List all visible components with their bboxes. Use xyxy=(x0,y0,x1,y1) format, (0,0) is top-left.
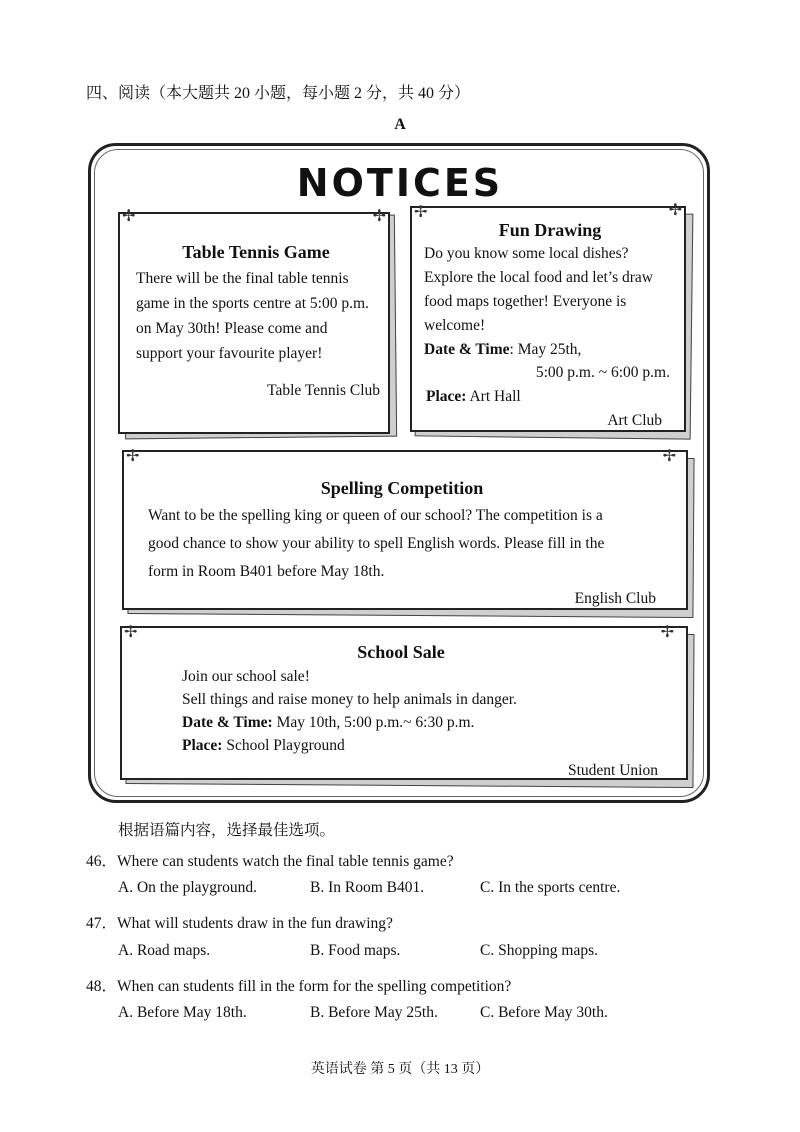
option-c: C. Before May 30th. xyxy=(480,1004,608,1021)
date-time-line xyxy=(424,341,581,359)
note-line: good chance to show your ability to spell English words. Please fill in the xyxy=(148,535,605,552)
note-line: welcome! xyxy=(424,317,486,334)
option-a: A. Before May 18th. xyxy=(118,1004,247,1021)
option-a: A. On the playground. xyxy=(118,879,258,896)
instructions: 根据语篇内容，选择最佳选项。 xyxy=(118,822,336,839)
spelling-note xyxy=(122,450,688,610)
pin-icon: ✢ xyxy=(126,448,140,465)
question-number: 48． xyxy=(86,978,118,995)
note-line: support your favourite player! xyxy=(136,345,323,362)
note-signature: Table Tennis Club xyxy=(267,382,380,399)
note-line: food maps together! Everyone is xyxy=(424,293,627,310)
note-line: form in Room B401 before May 18th. xyxy=(148,563,385,580)
pin-icon: ✢ xyxy=(660,624,674,641)
note-line: game in the sports centre at 5:00 p.m. xyxy=(136,295,369,312)
question-46 xyxy=(86,849,454,871)
note-line: There will be the final table tennis xyxy=(136,270,349,287)
table-tennis-note xyxy=(118,208,390,434)
section-heading: 四、阅读（本大题共 20 小题，每小题 2 分，共 40 分） xyxy=(86,85,471,102)
notices-title: NOTICES xyxy=(296,161,504,205)
place-value: Art Hall xyxy=(466,388,521,405)
question-47 xyxy=(86,911,393,933)
question-48 xyxy=(86,974,511,996)
option-a: A. Road maps. xyxy=(118,942,211,959)
date-value: May 10th, 5:00 p.m.~ 6:30 p.m. xyxy=(272,714,475,731)
place-line xyxy=(182,737,345,755)
part-label: A xyxy=(394,116,406,133)
place-label: Place: xyxy=(426,388,467,405)
place-label: Place: xyxy=(182,737,223,754)
note-signature: English Club xyxy=(574,590,656,607)
time-line: 5:00 p.m. ~ 6:00 p.m. xyxy=(535,364,670,381)
date-value: : May 25th, xyxy=(509,341,582,358)
option-c: C. Shopping maps. xyxy=(480,942,598,959)
pin-icon: ✢ xyxy=(372,208,386,225)
date-time-label: Date & Time: xyxy=(182,714,273,731)
note-line: Join our school sale! xyxy=(182,668,310,685)
question-number: 46． xyxy=(86,853,118,870)
page-footer: 英语试卷 第 5 页（共 13 页） xyxy=(310,1062,490,1077)
school-sale-note xyxy=(120,626,688,780)
pin-icon: ✢ xyxy=(414,204,428,221)
note-line: Explore the local food and let’s draw xyxy=(424,269,653,286)
option-c: C. In the sports centre. xyxy=(480,879,621,896)
option-b: B. In Room B401. xyxy=(310,879,425,896)
question-number: 47． xyxy=(86,915,118,932)
note-title: Table Tennis Game xyxy=(182,242,330,262)
fun-drawing-note xyxy=(410,202,686,432)
date-time-line xyxy=(182,714,474,732)
note-title: School Sale xyxy=(357,642,445,662)
pin-icon: ✢ xyxy=(668,202,682,219)
pin-icon: ✢ xyxy=(122,208,136,225)
question-text: Where can students watch the final table tennis game? xyxy=(117,853,454,870)
note-title: Fun Drawing xyxy=(498,220,602,240)
note-signature: Art Club xyxy=(607,412,662,429)
place-line xyxy=(426,388,521,406)
note-line: Want to be the spelling king or queen of our school? The competition is a xyxy=(148,507,603,524)
place-value: School Playground xyxy=(222,737,345,754)
question-text: What will students draw in the fun drawing? xyxy=(117,915,393,932)
note-line: on May 30th! Please come and xyxy=(136,320,328,337)
note-title: Spelling Competition xyxy=(320,478,484,498)
note-line: Sell things and raise money to help animals in danger. xyxy=(182,691,517,708)
pin-icon: ✢ xyxy=(662,448,676,465)
date-time-label: Date & Time xyxy=(424,341,510,358)
option-b: B. Food maps. xyxy=(310,942,401,959)
note-line: Do you know some local dishes? xyxy=(424,245,629,262)
pin-icon: ✢ xyxy=(124,624,138,641)
question-text: When can students fill in the form for the spelling competition? xyxy=(117,978,512,995)
note-signature: Student Union xyxy=(568,762,658,779)
option-b: B. Before May 25th. xyxy=(310,1004,438,1021)
